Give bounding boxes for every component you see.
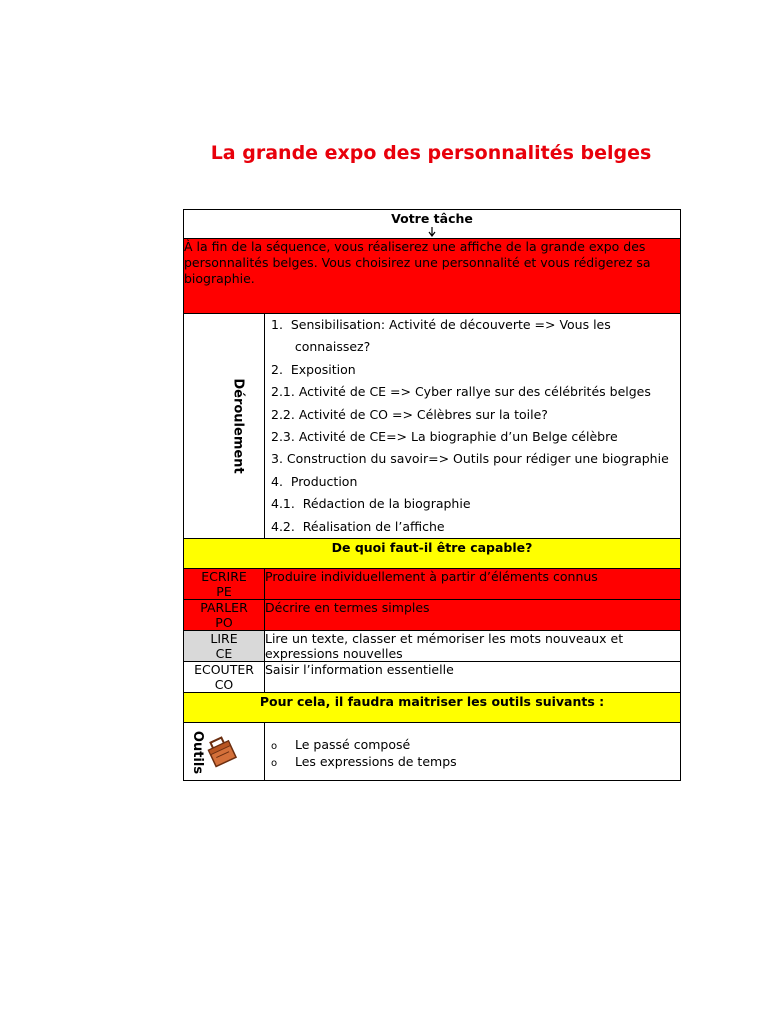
skill-code-abbr: CE xyxy=(215,646,233,662)
skill-row xyxy=(184,662,681,693)
task-header xyxy=(184,210,681,239)
skill-description: Saisir l’information essentielle xyxy=(265,662,681,693)
skill-code-name: ECRIRE xyxy=(201,569,247,585)
tools-label-cell xyxy=(184,723,265,781)
bullet-icon: o xyxy=(271,741,278,753)
skill-code-abbr: CO xyxy=(214,677,234,693)
deroulement-step: 2.2. Activité de CO => Célèbres sur la toile? xyxy=(271,406,548,422)
skill-row xyxy=(184,600,681,631)
deroulement-label-cell xyxy=(184,314,265,539)
skill-code-abbr: PE xyxy=(216,584,232,600)
deroulement-step: 2. Exposition xyxy=(271,361,356,377)
capable-header: De quoi faut-il être capable? xyxy=(184,539,681,569)
deroulement-step: 2.1. Activité de CE => Cyber rallye sur des célébrités belges xyxy=(271,384,651,400)
deroulement-steps xyxy=(265,314,680,538)
skill-code xyxy=(184,662,265,693)
skills-rows xyxy=(184,569,681,693)
tool-item-label: Les expressions de temps xyxy=(295,754,457,770)
down-arrow-icon xyxy=(184,227,680,237)
deroulement-step: 1. Sensibilisation: Activité de découverte => Vous les xyxy=(271,317,611,332)
skill-description: Lire un texte, classer et mémoriser les mots nouveaux et expressions nouvelles xyxy=(265,631,681,662)
skill-row xyxy=(184,569,681,600)
tool-item xyxy=(271,737,680,754)
skill-code-name: ECOUTER xyxy=(194,662,254,678)
page-title: La grande expo des personnalités belges xyxy=(210,142,652,164)
deroulement-step: 4.2. Réalisation de l’affiche xyxy=(271,518,445,534)
tools-list-cell xyxy=(265,723,681,781)
deroulement-step: 4. Production xyxy=(271,473,358,489)
skill-description: Produire individuellement à partir d’éléments connus xyxy=(265,569,681,600)
tool-item xyxy=(271,754,680,771)
skill-code xyxy=(184,569,265,600)
deroulement-step: 4.1. Rédaction de la biographie xyxy=(271,496,471,512)
skill-description: Décrire en termes simples xyxy=(265,600,681,631)
task-description: À la fin de la séquence, vous réaliserez une affiche de la grande expo des personnalités belges. Vous choisirez une personnalité et vous rédigerez sa biographie. xyxy=(184,239,681,314)
bullet-icon: o xyxy=(271,758,278,770)
task-header-label: Votre tâche xyxy=(391,211,473,226)
deroulement-steps-cell xyxy=(265,314,681,539)
skill-code xyxy=(184,631,265,662)
skill-code-name: LIRE xyxy=(210,631,238,647)
skill-code-name: PARLER xyxy=(200,600,248,616)
tool-item-label: Le passé composé xyxy=(295,737,411,753)
deroulement-step: 2.3. Activité de CE=> La biographie d’un Belge célèbre xyxy=(271,429,618,445)
tools-list xyxy=(265,723,680,771)
skill-code-abbr: PO xyxy=(215,615,233,631)
skill-code xyxy=(184,600,265,631)
tools-header: Pour cela, il faudra maitriser les outils suivants : xyxy=(184,693,681,723)
tools-label: Outils xyxy=(190,730,206,775)
deroulement-label: Déroulement xyxy=(230,378,246,474)
toolbox-icon xyxy=(204,731,238,774)
deroulement-step: connaissez? xyxy=(271,339,371,355)
task-table xyxy=(183,209,681,781)
deroulement-step: 3. Construction du savoir=> Outils pour rédiger une biographie xyxy=(271,451,669,467)
skill-row xyxy=(184,631,681,662)
